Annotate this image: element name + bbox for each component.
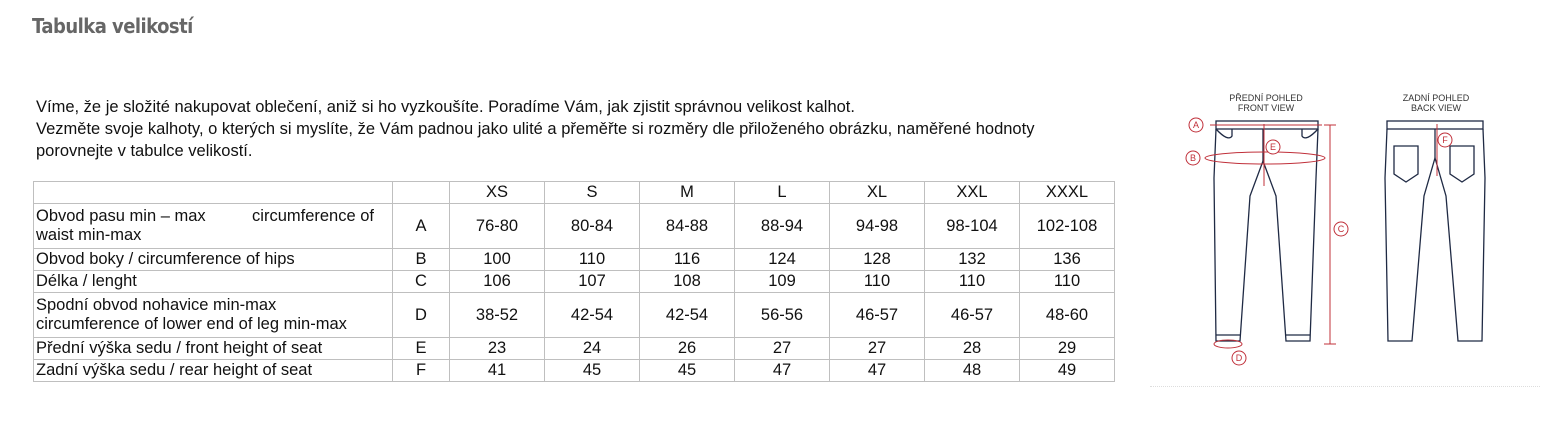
table-cell: 109 (735, 271, 830, 293)
table-cell: 48-60 (1020, 293, 1115, 338)
table-cell: 45 (640, 360, 735, 382)
table-cell: 24 (545, 338, 640, 360)
table-row (34, 360, 1115, 382)
page-title: Tabulka velikostí (32, 14, 193, 38)
table-row (34, 204, 1115, 249)
table-cell: 102-108 (1020, 204, 1115, 249)
back-pants-outline (1385, 121, 1485, 341)
size-header: XL (830, 182, 925, 204)
size-header: M (640, 182, 735, 204)
row-label-length: Délka / lenght (34, 271, 393, 293)
size-table (33, 181, 1115, 382)
header-code-blank (393, 182, 450, 204)
row-label-hips: Obvod boky / circumference of hips (34, 249, 393, 271)
table-cell: 116 (640, 249, 735, 271)
table-cell: 56-56 (735, 293, 830, 338)
row-code: D (393, 293, 450, 338)
table-cell: 27 (735, 338, 830, 360)
intro-line-2: Vezměte svoje kalhoty, o kterých si myslíte, že Vám padnou jako ulité a přeměřte si rozměry dle přiloženého obrázku, naměřené hodnoty porovnejte v tabulce velikostí. (36, 120, 1035, 160)
table-cell: 47 (830, 360, 925, 382)
table-cell: 23 (450, 338, 545, 360)
row-label-back-rise: Zadní výška sedu / rear height of seat (34, 360, 393, 382)
table-cell: 128 (830, 249, 925, 271)
table-cell: 38-52 (450, 293, 545, 338)
front-view-label-en: FRONT VIEW (1237, 103, 1295, 113)
front-pants-outline (1214, 121, 1318, 341)
table-cell: 29 (1020, 338, 1115, 360)
table-cell: 46-57 (830, 293, 925, 338)
marker-c-icon (1334, 222, 1348, 236)
intro-line-1: Víme, že je složité nakupovat oblečení, aniž si ho vyzkoušíte. Poradíme Vám, jak zjistit správnou velikost kalhot. (36, 98, 855, 116)
size-header: XXL (925, 182, 1020, 204)
table-cell: 94-98 (830, 204, 925, 249)
marker-c-label: C (1337, 224, 1345, 234)
table-cell: 41 (450, 360, 545, 382)
row-label-part: Spodní obvod nohavice min-max (36, 296, 277, 314)
marker-e-icon (1266, 140, 1280, 154)
table-cell: 88-94 (735, 204, 830, 249)
table-row (34, 271, 1115, 293)
table-cell: 110 (1020, 271, 1115, 293)
table-cell: 42-54 (640, 293, 735, 338)
size-header: S (545, 182, 640, 204)
header-blank (34, 182, 393, 204)
intro-text (36, 96, 1096, 162)
size-header: XXXL (1020, 182, 1115, 204)
table-cell: 124 (735, 249, 830, 271)
row-code: C (393, 271, 450, 293)
row-code: E (393, 338, 450, 360)
marker-f-label: F (1442, 135, 1448, 145)
table-cell: 100 (450, 249, 545, 271)
front-view-label-cz: PŘEDNÍ POHLED (1229, 93, 1303, 103)
row-code: B (393, 249, 450, 271)
row-label-part: waist min-max (36, 226, 142, 244)
table-cell: 27 (830, 338, 925, 360)
marker-b-icon (1186, 151, 1200, 165)
table-cell: 108 (640, 271, 735, 293)
row-label-part: circumference of (252, 207, 374, 225)
back-view-label-cz: ZADNÍ POHLED (1402, 93, 1470, 103)
row-code: F (393, 360, 450, 382)
row-label-front-rise: Přední výška sedu / front height of seat (34, 338, 393, 360)
table-cell: 132 (925, 249, 1020, 271)
size-header: XS (450, 182, 545, 204)
table-cell: 26 (640, 338, 735, 360)
table-cell: 136 (1020, 249, 1115, 271)
table-cell: 110 (830, 271, 925, 293)
marker-d-icon (1232, 351, 1246, 365)
marker-b-label: B (1189, 153, 1197, 163)
table-cell: 47 (735, 360, 830, 382)
back-view-label-en: BACK VIEW (1410, 103, 1462, 113)
table-cell: 42-54 (545, 293, 640, 338)
table-header-row (34, 182, 1115, 204)
table-cell: 98-104 (925, 204, 1020, 249)
table-cell: 80-84 (545, 204, 640, 249)
size-header: L (735, 182, 830, 204)
table-cell: 28 (925, 338, 1020, 360)
pants-measurement-diagram (1150, 86, 1540, 376)
table-cell: 107 (545, 271, 640, 293)
marker-a-label: A (1192, 120, 1200, 130)
table-cell: 76-80 (450, 204, 545, 249)
table-cell: 106 (450, 271, 545, 293)
row-label-leg-opening (34, 293, 393, 338)
marker-d-label: D (1235, 353, 1243, 363)
marker-a-icon (1189, 118, 1203, 132)
table-cell: 45 (545, 360, 640, 382)
row-label-part: Obvod pasu min – max (36, 207, 206, 225)
table-cell: 110 (545, 249, 640, 271)
table-row (34, 249, 1115, 271)
row-label-part: circumference of lower end of leg min-max (36, 315, 347, 333)
row-label-waist (34, 204, 393, 249)
table-cell: 84-88 (640, 204, 735, 249)
marker-e-label: E (1269, 142, 1277, 152)
table-row (34, 293, 1115, 338)
table-cell: 49 (1020, 360, 1115, 382)
marker-f-icon (1438, 133, 1452, 147)
table-cell: 110 (925, 271, 1020, 293)
row-code: A (393, 204, 450, 249)
table-row (34, 338, 1115, 360)
table-cell: 48 (925, 360, 1020, 382)
table-cell: 46-57 (925, 293, 1020, 338)
divider (1150, 386, 1540, 387)
